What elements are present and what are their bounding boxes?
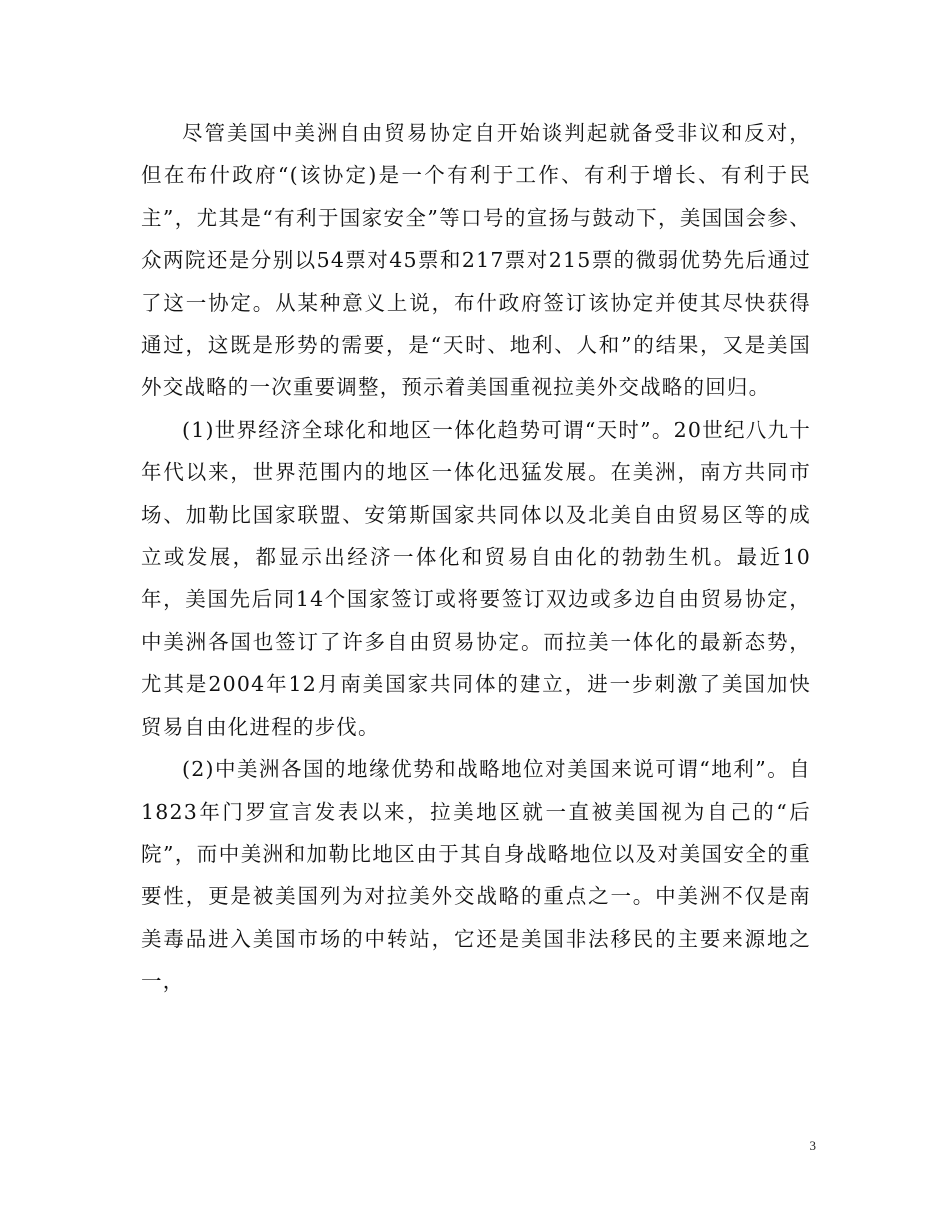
paragraph-point-2: (2)中美洲各国的地缘优势和战略地位对美国来说可谓“地利”。自1823年门罗宣言发表以来，拉美地区就一直被美国视为自己的“后院”，而中美洲和加勒比地区由于其自身战略地位以及对美国安全的重要性，更是被美国列为对拉美外交战略的重点之一。中美洲不仅是南美毒品进入美国市场的中转站，它还是美国非法移民的主要来源地之一， <box>141 757 811 994</box>
page-number: 3 <box>809 1138 816 1153</box>
paragraph-point-1: (1)世界经济全球化和地区一体化趋势可谓“天时”。20世纪八九十年代以来，世界范围内的地区一体化迅猛发展。在美洲，南方共同市场、加勒比国家联盟、安第斯国家共同体以及北美自由贸易区等的成立或发展，都显示出经济一体化和贸易自由化的勃勃生机。最近10年，美国先后同14个国家签订或将要签订双边或多边自由贸易协定，中美洲各国也签订了许多自由贸易协定。而拉美一体化的最新态势，尤其是2004年12月南美国家共同体的建立，进一步刺激了美国加快贸易自由化进程的步伐。 <box>141 417 811 739</box>
paragraph-intro: 尽管美国中美洲自由贸易协定自开始谈判起就备受非议和反对，但在布什政府“(该协定)是一个有利于工作、有利于增长、有利于民主”，尤其是“有利于国家安全”等口号的宣扬与鼓动下，美国国会参、众两院还是分别以54票对45票和217票对215票的微弱优势先后通过了这一协定。从某种意义上说，布什政府签订该协定并使其尽快获得通过，这既是形势的需要，是“天时、地利、人和”的结果，又是美国外交战略的一次重要调整，预示着美国重视拉美外交战略的回归。 <box>141 121 811 400</box>
body-text <box>141 112 811 1003</box>
